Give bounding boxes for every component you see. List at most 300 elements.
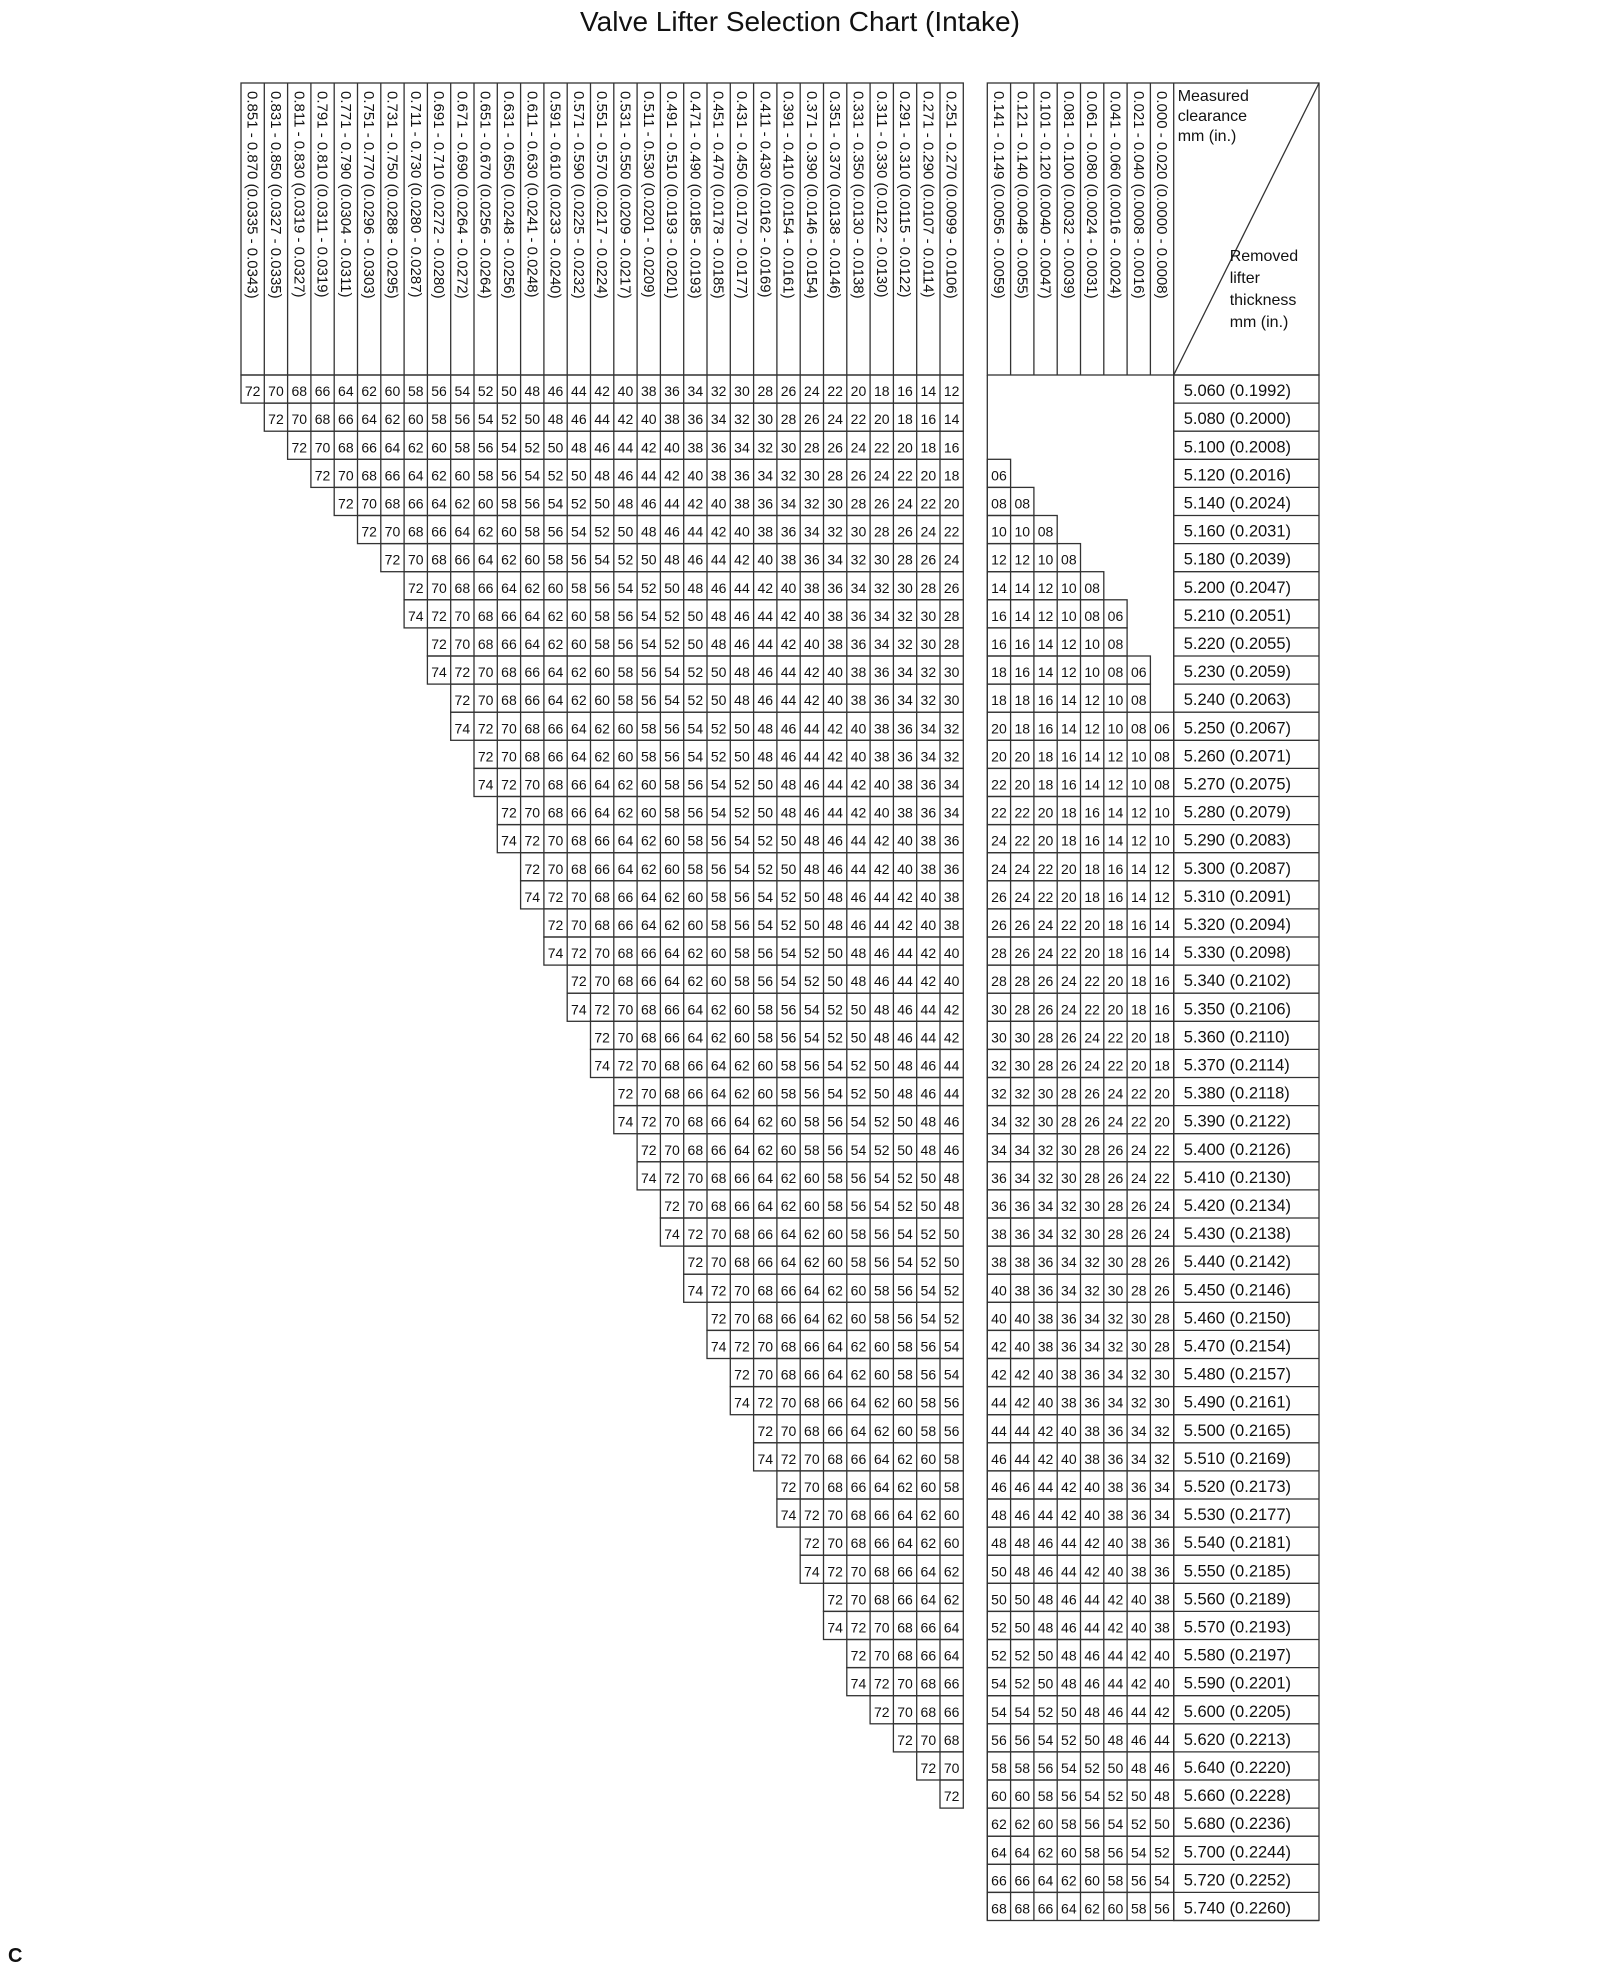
- lifter-cell: 16: [1107, 888, 1124, 905]
- lifter-cell: 36: [1014, 1198, 1031, 1214]
- lifter-cell: 72: [501, 776, 517, 793]
- lifter-cell: 66: [594, 832, 610, 849]
- lifter-cell: 52: [991, 1647, 1007, 1664]
- lifter-cell: 54: [571, 523, 587, 540]
- lifter-cell: 14: [1061, 720, 1077, 737]
- clearance-header-right-6: 0.021 - 0.040 (0.0008 - 0.0016): [1129, 91, 1147, 299]
- lifter-cell: 12: [1154, 860, 1170, 877]
- lifter-cell: 54: [920, 1282, 937, 1299]
- lifter-cell: 70: [547, 860, 564, 877]
- lifter-cell: 32: [1130, 1366, 1147, 1383]
- lifter-cell: 42: [991, 1338, 1007, 1355]
- lifter-cell: 44: [1084, 1591, 1100, 1608]
- thickness-value: 5.280 (0.2079): [1183, 803, 1292, 822]
- lifter-cell: 50: [1084, 1731, 1100, 1748]
- lifter-cell: 28: [850, 495, 867, 512]
- lifter-cell: 12: [1014, 551, 1031, 568]
- lifter-cell: 20: [1084, 945, 1100, 962]
- lifter-cell: 36: [1037, 1282, 1054, 1299]
- lifter-cell: 62: [780, 1198, 797, 1214]
- lifter-cell: 42: [943, 1001, 960, 1018]
- lifter-cell: 58: [1130, 1900, 1147, 1917]
- lifter-cell: 32: [1014, 1085, 1031, 1102]
- lifter-cell: 20: [1107, 1001, 1124, 1018]
- lifter-cell: 10: [1084, 664, 1100, 681]
- lifter-cell: 62: [640, 860, 657, 877]
- lifter-cell: 60: [827, 1226, 843, 1243]
- lifter-cell: 60: [873, 1366, 890, 1383]
- lifter-cell: 68: [664, 1085, 680, 1102]
- lifter-cell: 34: [1061, 1254, 1077, 1271]
- lifter-cell: 10: [1037, 551, 1054, 568]
- lifter-cell: 74: [407, 607, 424, 624]
- lifter-cell: 26: [1154, 1282, 1170, 1299]
- lifter-cell: 72: [710, 1282, 727, 1299]
- lifter-cell: 38: [1130, 1535, 1147, 1552]
- lifter-cell: 50: [827, 973, 843, 990]
- thickness-value: 5.390 (0.2122): [1183, 1112, 1292, 1131]
- lifter-cell: 40: [873, 804, 890, 821]
- lifter-cell: 44: [664, 495, 680, 512]
- lifter-cell: 46: [827, 832, 843, 849]
- lifter-cell: 60: [897, 1422, 913, 1439]
- lifter-cell: 70: [897, 1675, 913, 1692]
- lifter-cell: 54: [710, 804, 727, 821]
- lifter-cell: 20: [850, 383, 867, 400]
- lifter-cell: 68: [407, 523, 424, 540]
- lifter-cell: 66: [524, 664, 541, 681]
- lifter-cell: 40: [1037, 1394, 1054, 1411]
- lifter-cell: 60: [734, 1001, 750, 1018]
- lifter-cell: 18: [991, 664, 1007, 681]
- lifter-cell: 60: [571, 607, 587, 624]
- lifter-cell: 14: [1014, 607, 1031, 624]
- lifter-cell: 40: [1084, 1507, 1100, 1524]
- lifter-cell: 36: [1061, 1310, 1077, 1327]
- lifter-cell: 66: [920, 1647, 937, 1664]
- clearance-header-left-28: 0.291 - 0.310 (0.0115 - 0.0122): [896, 91, 914, 298]
- lifter-cell: 22: [1061, 945, 1077, 962]
- lifter-cell: 32: [1154, 1422, 1170, 1439]
- lifter-cell: 62: [664, 917, 680, 933]
- lifter-cell: 74: [501, 832, 517, 849]
- lifter-cell: 64: [594, 776, 610, 793]
- lifter-cell: 60: [640, 776, 657, 793]
- lifter-cell: 48: [1154, 1788, 1170, 1805]
- lifter-cell: 42: [827, 720, 843, 737]
- lifter-cell: 52: [920, 1254, 937, 1271]
- lifter-cell: 64: [361, 411, 377, 428]
- lifter-cell: 10: [991, 523, 1007, 540]
- lifter-cell: 22: [1130, 1085, 1147, 1102]
- lifter-cell: 66: [338, 411, 354, 428]
- lifter-cell: 32: [920, 692, 937, 709]
- lifter-cell: 52: [571, 495, 587, 512]
- lifter-cell: 30: [1130, 1310, 1147, 1327]
- lifter-cell: 44: [734, 579, 750, 596]
- lifter-cell: 72: [431, 636, 447, 652]
- lifter-cell: 30: [943, 664, 960, 681]
- lifter-cell: 54: [687, 720, 704, 737]
- lifter-cell: 36: [943, 860, 960, 877]
- lifter-cell: 44: [757, 636, 774, 652]
- lifter-cell: 64: [1014, 1844, 1031, 1861]
- lifter-cell: 44: [571, 383, 587, 400]
- lifter-cell: 52: [1154, 1844, 1170, 1861]
- lifter-cell: 38: [757, 523, 774, 540]
- lifter-cell: 32: [1084, 1282, 1100, 1299]
- lifter-cell: 36: [1154, 1535, 1170, 1552]
- lifter-cell: 62: [547, 636, 564, 652]
- lifter-cell: 40: [1154, 1675, 1170, 1692]
- lifter-cell: 42: [850, 804, 867, 821]
- lifter-cell: 58: [804, 1113, 820, 1130]
- lifter-cell: 70: [757, 1338, 774, 1355]
- lifter-cell: 66: [734, 1169, 750, 1186]
- clearance-header-left-13: 0.591 - 0.610 (0.0233 - 0.0240): [546, 91, 564, 299]
- lifter-cell: 62: [920, 1535, 937, 1552]
- lifter-cell: 36: [943, 832, 960, 849]
- lifter-cell: 28: [943, 636, 960, 652]
- lifter-cell: 22: [1084, 973, 1100, 990]
- lifter-cell: 46: [1061, 1619, 1077, 1636]
- lifter-cell: 48: [547, 411, 564, 428]
- lifter-cell: 52: [1014, 1647, 1031, 1664]
- lifter-cell: 16: [920, 411, 937, 428]
- lifter-cell: 46: [780, 748, 797, 765]
- lifter-cell: 20: [1154, 1085, 1170, 1102]
- lifter-cell: 46: [897, 1029, 913, 1046]
- lifter-cell: 44: [920, 1029, 937, 1046]
- lifter-cell: 62: [571, 664, 587, 681]
- lifter-cell: 50: [780, 860, 797, 877]
- lifter-cell: 26: [897, 523, 913, 540]
- lifter-cell: 48: [991, 1507, 1007, 1524]
- lifter-cell: 46: [1084, 1675, 1100, 1692]
- thickness-value: 5.430 (0.2138): [1183, 1225, 1292, 1244]
- lifter-cell: 46: [780, 720, 797, 737]
- lifter-cell: 70: [827, 1535, 843, 1552]
- lifter-cell: 58: [594, 636, 610, 652]
- corner-clearance-label: clearance: [1177, 108, 1248, 125]
- lifter-cell: 70: [477, 692, 494, 709]
- lifter-cell: 64: [617, 860, 634, 877]
- lifter-cell: 10: [1130, 748, 1147, 765]
- lifter-cell: 54: [991, 1675, 1007, 1692]
- lifter-cell: 18: [1107, 945, 1124, 962]
- lifter-cell: 46: [571, 411, 587, 428]
- lifter-cell: 36: [991, 1169, 1007, 1186]
- lifter-cell: 10: [1154, 832, 1170, 849]
- lifter-cell: 44: [827, 804, 843, 821]
- lifter-cell: 54: [780, 973, 797, 990]
- lifter-cell: 12: [1037, 579, 1054, 596]
- thickness-value: 5.270 (0.2075): [1183, 775, 1292, 794]
- lifter-cell: 50: [710, 692, 727, 709]
- lifter-cell: 70: [524, 804, 541, 821]
- lifter-cell: 64: [757, 1198, 774, 1214]
- lifter-cell: 68: [804, 1422, 820, 1439]
- lifter-cell: 46: [991, 1479, 1007, 1495]
- lifter-cell: 50: [897, 1141, 913, 1158]
- lifter-cell: 42: [1014, 1394, 1031, 1411]
- lifter-cell: 26: [1061, 1029, 1077, 1046]
- clearance-header-right-3: 0.081 - 0.100 (0.0032 - 0.0039): [1059, 91, 1077, 299]
- lifter-cell: 58: [991, 1760, 1007, 1776]
- lifter-cell: 68: [454, 579, 471, 596]
- lifter-cell: 58: [1107, 1872, 1124, 1889]
- chart-title: Valve Lifter Selection Chart (Intake): [580, 6, 1020, 37]
- lifter-cell: 64: [594, 804, 610, 821]
- lifter-cell: 62: [1084, 1900, 1100, 1917]
- lifter-cell: 58: [501, 495, 517, 512]
- lifter-cell: 26: [1014, 917, 1031, 933]
- lifter-cell: 70: [384, 523, 401, 540]
- lifter-cell: 54: [991, 1703, 1007, 1720]
- lifter-cell: 16: [1130, 917, 1147, 933]
- lifter-cell: 46: [664, 523, 680, 540]
- lifter-cell: 36: [873, 664, 890, 681]
- lifter-cell: 38: [827, 607, 843, 624]
- lifter-cell: 60: [1107, 1900, 1124, 1917]
- clearance-header-left-5: 0.751 - 0.770 (0.0296 - 0.0303): [360, 91, 378, 299]
- lifter-cell: 16: [1037, 692, 1054, 709]
- lifter-cell: 10: [1061, 579, 1077, 596]
- lifter-cell: 62: [757, 1141, 774, 1158]
- clearance-header-left-11: 0.631 - 0.650 (0.0248 - 0.0256): [499, 91, 517, 299]
- lifter-cell: 10: [1061, 607, 1077, 624]
- lifter-cell: 24: [827, 411, 843, 428]
- lifter-cell: 64: [571, 748, 587, 765]
- clearance-header-left-12: 0.611 - 0.630 (0.0241 - 0.0248): [523, 91, 541, 298]
- thickness-value: 5.590 (0.2201): [1183, 1674, 1292, 1693]
- lifter-cell: 42: [1130, 1647, 1147, 1664]
- lifter-cell: 32: [1130, 1394, 1147, 1411]
- lifter-cell: 52: [827, 1029, 843, 1046]
- lifter-cell: 30: [850, 523, 867, 540]
- lifter-cell: 60: [873, 1338, 890, 1355]
- lifter-cell: 66: [757, 1254, 774, 1271]
- lifter-cell: 66: [850, 1479, 867, 1495]
- thickness-value: 5.220 (0.2055): [1183, 635, 1292, 653]
- lifter-cell: 12: [1037, 607, 1054, 624]
- lifter-cell: 66: [617, 917, 634, 933]
- lifter-cell: 64: [571, 720, 587, 737]
- lifter-cell: 06: [991, 467, 1007, 484]
- lifter-cell: 30: [780, 439, 797, 456]
- lifter-cell: 60: [710, 945, 727, 962]
- lifter-cell: 42: [710, 523, 727, 540]
- lifter-cell: 30: [920, 607, 937, 624]
- lifter-cell: 30: [991, 1029, 1007, 1046]
- lifter-cell: 28: [1107, 1226, 1124, 1243]
- thickness-value: 5.120 (0.2016): [1183, 466, 1292, 485]
- lifter-cell: 32: [1084, 1254, 1100, 1271]
- lifter-cell: 48: [1014, 1563, 1031, 1580]
- lifter-cell: 10: [1107, 692, 1124, 709]
- lifter-cell: 44: [594, 411, 610, 428]
- lifter-cell: 54: [804, 1001, 820, 1018]
- lifter-cell: 70: [594, 973, 610, 990]
- lifter-cell: 56: [734, 888, 750, 905]
- lifter-cell: 60: [920, 1479, 937, 1495]
- lifter-cell: 30: [804, 467, 820, 484]
- clearance-header-right-2: 0.101 - 0.120 (0.0040 - 0.0047): [1036, 91, 1054, 299]
- lifter-cell: 34: [1130, 1422, 1147, 1439]
- lifter-cell: 32: [1037, 1169, 1054, 1186]
- lifter-cell: 56: [897, 1310, 913, 1327]
- lifter-cell: 40: [687, 467, 704, 484]
- lifter-cell: 68: [757, 1310, 774, 1327]
- lifter-cell: 72: [850, 1619, 867, 1636]
- lifter-cell: 38: [640, 383, 657, 400]
- lifter-cell: 62: [571, 692, 587, 709]
- lifter-cell: 52: [850, 1085, 867, 1102]
- clearance-header-left-24: 0.371 - 0.390 (0.0146 - 0.0154): [802, 91, 820, 299]
- lifter-cell: 64: [640, 888, 657, 905]
- lifter-cell: 52: [477, 383, 494, 400]
- lifter-cell: 34: [827, 551, 843, 568]
- lifter-cell: 62: [617, 776, 634, 793]
- lifter-cell: 08: [1130, 720, 1147, 737]
- lifter-cell: 48: [757, 720, 774, 737]
- lifter-cell: 54: [850, 1141, 867, 1158]
- thickness-value: 5.660 (0.2228): [1183, 1787, 1292, 1806]
- lifter-cell: 44: [804, 748, 820, 765]
- lifter-cell: 58: [640, 748, 657, 765]
- lifter-cell: 62: [1061, 1872, 1077, 1889]
- lifter-cell: 50: [734, 720, 750, 737]
- lifter-cell: 38: [850, 664, 867, 681]
- thickness-value: 5.350 (0.2106): [1183, 1000, 1292, 1019]
- thickness-value: 5.160 (0.2031): [1183, 522, 1292, 541]
- lifter-cell: 68: [501, 692, 517, 709]
- lifter-cell: 70: [291, 411, 308, 428]
- lifter-cell: 66: [501, 607, 517, 624]
- thickness-value: 5.260 (0.2071): [1183, 747, 1292, 766]
- lifter-cell: 16: [1014, 664, 1031, 681]
- lifter-cell: 32: [1014, 1113, 1031, 1130]
- lifter-cell: 74: [687, 1282, 704, 1299]
- lifter-cell: 36: [1084, 1394, 1100, 1411]
- lifter-cell: 58: [943, 1479, 960, 1495]
- thickness-value: 5.240 (0.2063): [1183, 691, 1292, 710]
- lifter-cell: 26: [1084, 1085, 1100, 1102]
- lifter-cell: 54: [477, 411, 494, 428]
- lifter-cell: 44: [850, 860, 867, 877]
- lifter-cell: 68: [524, 720, 541, 737]
- lifter-cell: 54: [943, 1338, 960, 1355]
- lifter-cell: 16: [1061, 776, 1077, 793]
- lifter-cell: 36: [1130, 1479, 1147, 1495]
- lifter-cell: 64: [617, 832, 634, 849]
- lifter-cell: 34: [757, 467, 774, 484]
- lifter-cell: 72: [757, 1394, 774, 1411]
- lifter-cell: 66: [991, 1872, 1007, 1889]
- thickness-value: 5.680 (0.2236): [1183, 1815, 1292, 1834]
- lifter-cell: 52: [757, 832, 774, 849]
- lifter-cell: 46: [1037, 1535, 1054, 1552]
- lifter-cell: 56: [780, 1001, 797, 1018]
- lifter-cell: 48: [920, 1141, 937, 1158]
- lifter-cell: 74: [710, 1338, 727, 1355]
- lifter-cell: 72: [734, 1338, 750, 1355]
- lifter-cell: 18: [897, 411, 913, 428]
- lifter-cell: 70: [687, 1198, 704, 1214]
- lifter-cell: 60: [524, 551, 541, 568]
- lifter-cell: 50: [1014, 1591, 1031, 1608]
- lifter-cell: 58: [431, 411, 447, 428]
- lifter-cell: 72: [571, 973, 587, 990]
- lifter-cell: 60: [804, 1169, 820, 1186]
- lifter-cell: 62: [920, 1507, 937, 1524]
- lifter-cell: 68: [1014, 1900, 1031, 1917]
- thickness-value: 5.540 (0.2181): [1183, 1534, 1292, 1553]
- lifter-cell: 64: [664, 945, 680, 962]
- thickness-value: 5.460 (0.2150): [1183, 1309, 1292, 1328]
- thickness-value: 5.180 (0.2039): [1183, 550, 1292, 569]
- lifter-cell: 46: [734, 636, 750, 652]
- lifter-cell: 70: [617, 1029, 634, 1046]
- lifter-cell: 60: [1014, 1788, 1031, 1805]
- lifter-cell: 34: [991, 1141, 1007, 1158]
- thickness-value: 5.100 (0.2008): [1183, 438, 1292, 457]
- lifter-cell: 46: [1084, 1647, 1100, 1664]
- lifter-cell: 18: [1061, 832, 1077, 849]
- lifter-cell: 24: [804, 383, 820, 400]
- lifter-cell: 52: [734, 804, 750, 821]
- lifter-cell: 58: [617, 692, 634, 709]
- lifter-cell: 40: [1107, 1535, 1124, 1552]
- lifter-cell: 62: [1037, 1844, 1054, 1861]
- lifter-cell: 72: [384, 551, 401, 568]
- lifter-cell: 44: [640, 467, 657, 484]
- lifter-cell: 72: [338, 495, 354, 512]
- lifter-cell: 36: [920, 776, 937, 793]
- lifter-cell: 66: [897, 1563, 913, 1580]
- lifter-cell: 06: [1154, 720, 1170, 737]
- lifter-cell: 20: [1061, 888, 1077, 905]
- lifter-cell: 26: [804, 411, 820, 428]
- lifter-cell: 70: [850, 1591, 867, 1608]
- lifter-cell: 60: [920, 1450, 937, 1467]
- lifter-cell: 48: [617, 495, 634, 512]
- lifter-cell: 72: [454, 664, 471, 681]
- lifter-cell: 42: [943, 1029, 960, 1046]
- lifter-cell: 42: [687, 495, 704, 512]
- lifter-cell: 40: [640, 411, 657, 428]
- lifter-cell: 68: [920, 1675, 937, 1692]
- lifter-cell: 24: [1154, 1198, 1170, 1214]
- lifter-cell: 46: [640, 495, 657, 512]
- lifter-cell: 56: [640, 664, 657, 681]
- lifter-cell: 30: [1014, 1029, 1031, 1046]
- lifter-cell: 48: [664, 551, 680, 568]
- lifter-cell: 70: [547, 832, 564, 849]
- lifter-cell: 44: [757, 607, 774, 624]
- lifter-cell: 50: [594, 495, 610, 512]
- lifter-cell: 52: [943, 1282, 960, 1299]
- lifter-cell: 52: [1107, 1788, 1124, 1805]
- lifter-cell: 68: [850, 1535, 867, 1552]
- lifter-cell: 70: [338, 467, 354, 484]
- lifter-cell: 68: [897, 1647, 913, 1664]
- lifter-cell: 70: [780, 1394, 797, 1411]
- lifter-cell: 56: [687, 776, 704, 793]
- lifter-cell: 36: [873, 692, 890, 709]
- lifter-cell: 42: [1084, 1563, 1100, 1580]
- lifter-cell: 30: [1061, 1141, 1077, 1158]
